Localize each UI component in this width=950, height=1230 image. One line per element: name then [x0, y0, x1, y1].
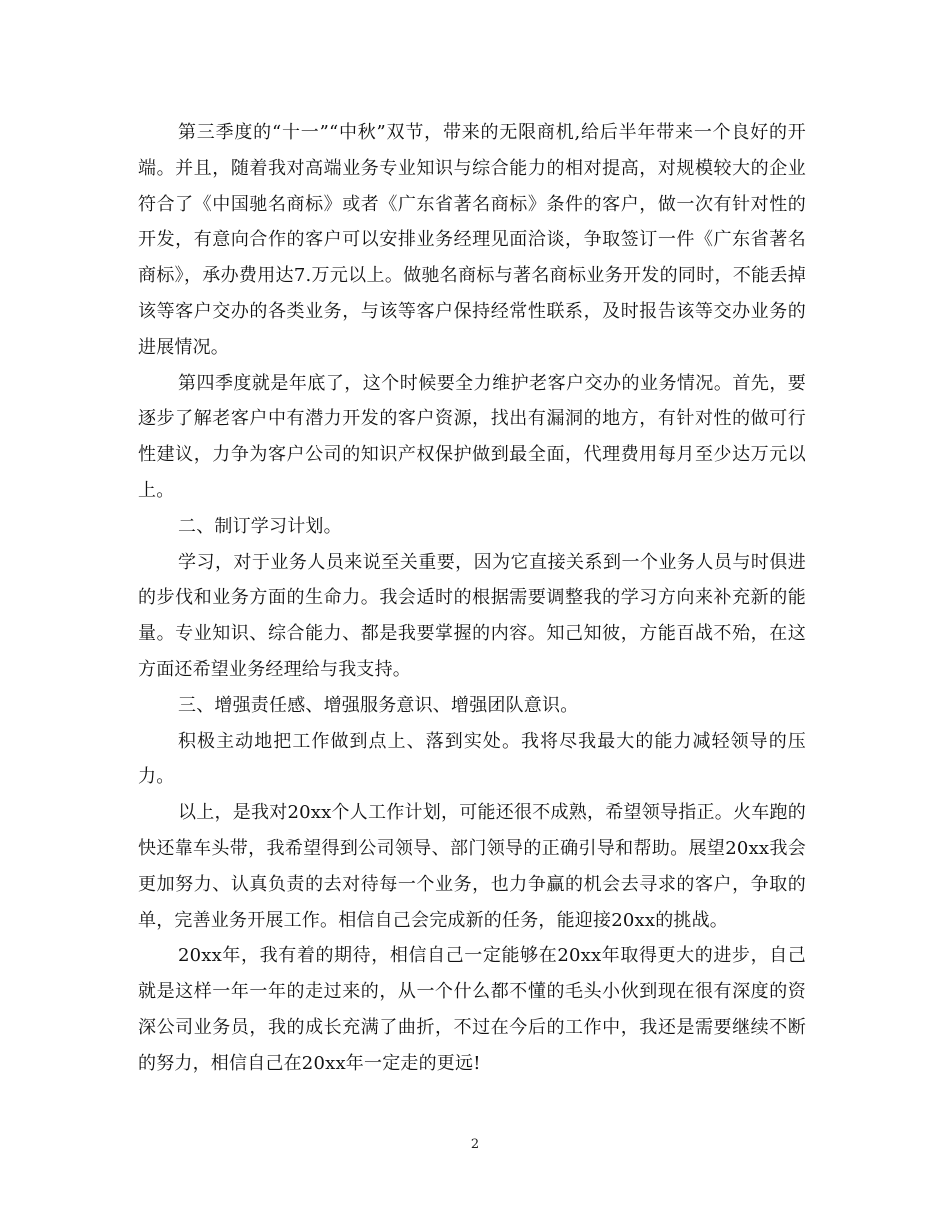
section-heading-study-plan: 二、制订学习计划。 — [178, 515, 342, 537]
paragraph-summary: 以上，是我对20xx个人工作计划，可能还很不成熟，希望领导指正。火车跑的快还靠车头带，我希望得到公司领导、部门领导的正确引导和帮助。展望20xx我会更加努力、认真负责的去对待每一个业务，也力争赢的机会去寻求的客户，争取的单，完善业务开展工作。相信自己会完成新的任务，能迎接20xx的挑战。 — [138, 802, 806, 931]
page-number: 2 — [470, 1137, 480, 1152]
paragraph-study: 学习，对于业务人员来说至关重要，因为它直接关系到一个业务人员与时俱进的步伐和业务方面的生命力。我会适时的根据需要调整我的学习方向来补充新的能量。专业知识、综合能力、都是我要掌握的内容。知己知彼，方能百战不殆，在这方面还希望业务经理给与我支持。 — [138, 551, 806, 680]
document-body — [138, 115, 806, 1082]
paragraph-outlook: 20xx年，我有着的期待，相信自己一定能够在20xx年取得更大的进步，自己就是这样一年一年的走过来的，从一个什么都不懂的毛头小伙到现在很有深度的资深公司业务员，我的成长充满了曲折，不过在今后的工作中，我还是需要继续不断的努力，相信自己在20xx年一定走的更远! — [138, 945, 806, 1074]
paragraph-q3-plan: 第三季度的“十一”“中秋”双节，带来的无限商机,给后半年带来一个良好的开端。并且，随着我对高端业务专业知识与综合能力的相对提高，对规模较大的企业符合了《中国驰名商标》或者《广东省著名商标》条件的客户，做一次有针对性的开发，有意向合作的客户可以安排业务经理见面洽谈，争取签订一件《广东省著名商标》，承办费用达7.万元以上。做驰名商标与著名商标业务开发的同时，不能丢掉该等客户交办的各类业务，与该等客户保持经常性联系，及时报告该等交办业务的进展情况。 — [138, 122, 806, 358]
paragraph-responsibility: 积极主动地把工作做到点上、落到实处。我将尽我最大的能力减轻领导的压力。 — [138, 730, 806, 788]
paragraph-q4-plan: 第四季度就是年底了，这个时候要全力维护老客户交办的业务情况。首先，要逐步了解老客户中有潜力开发的客户资源，找出有漏洞的地方，有针对性的做可行性建议，力争为客户公司的知识产权保护做到最全面，代理费用每月至少达万元以上。 — [138, 372, 806, 501]
section-heading-responsibility: 三、增强责任感、增强服务意识、增强团队意识。 — [178, 694, 579, 716]
